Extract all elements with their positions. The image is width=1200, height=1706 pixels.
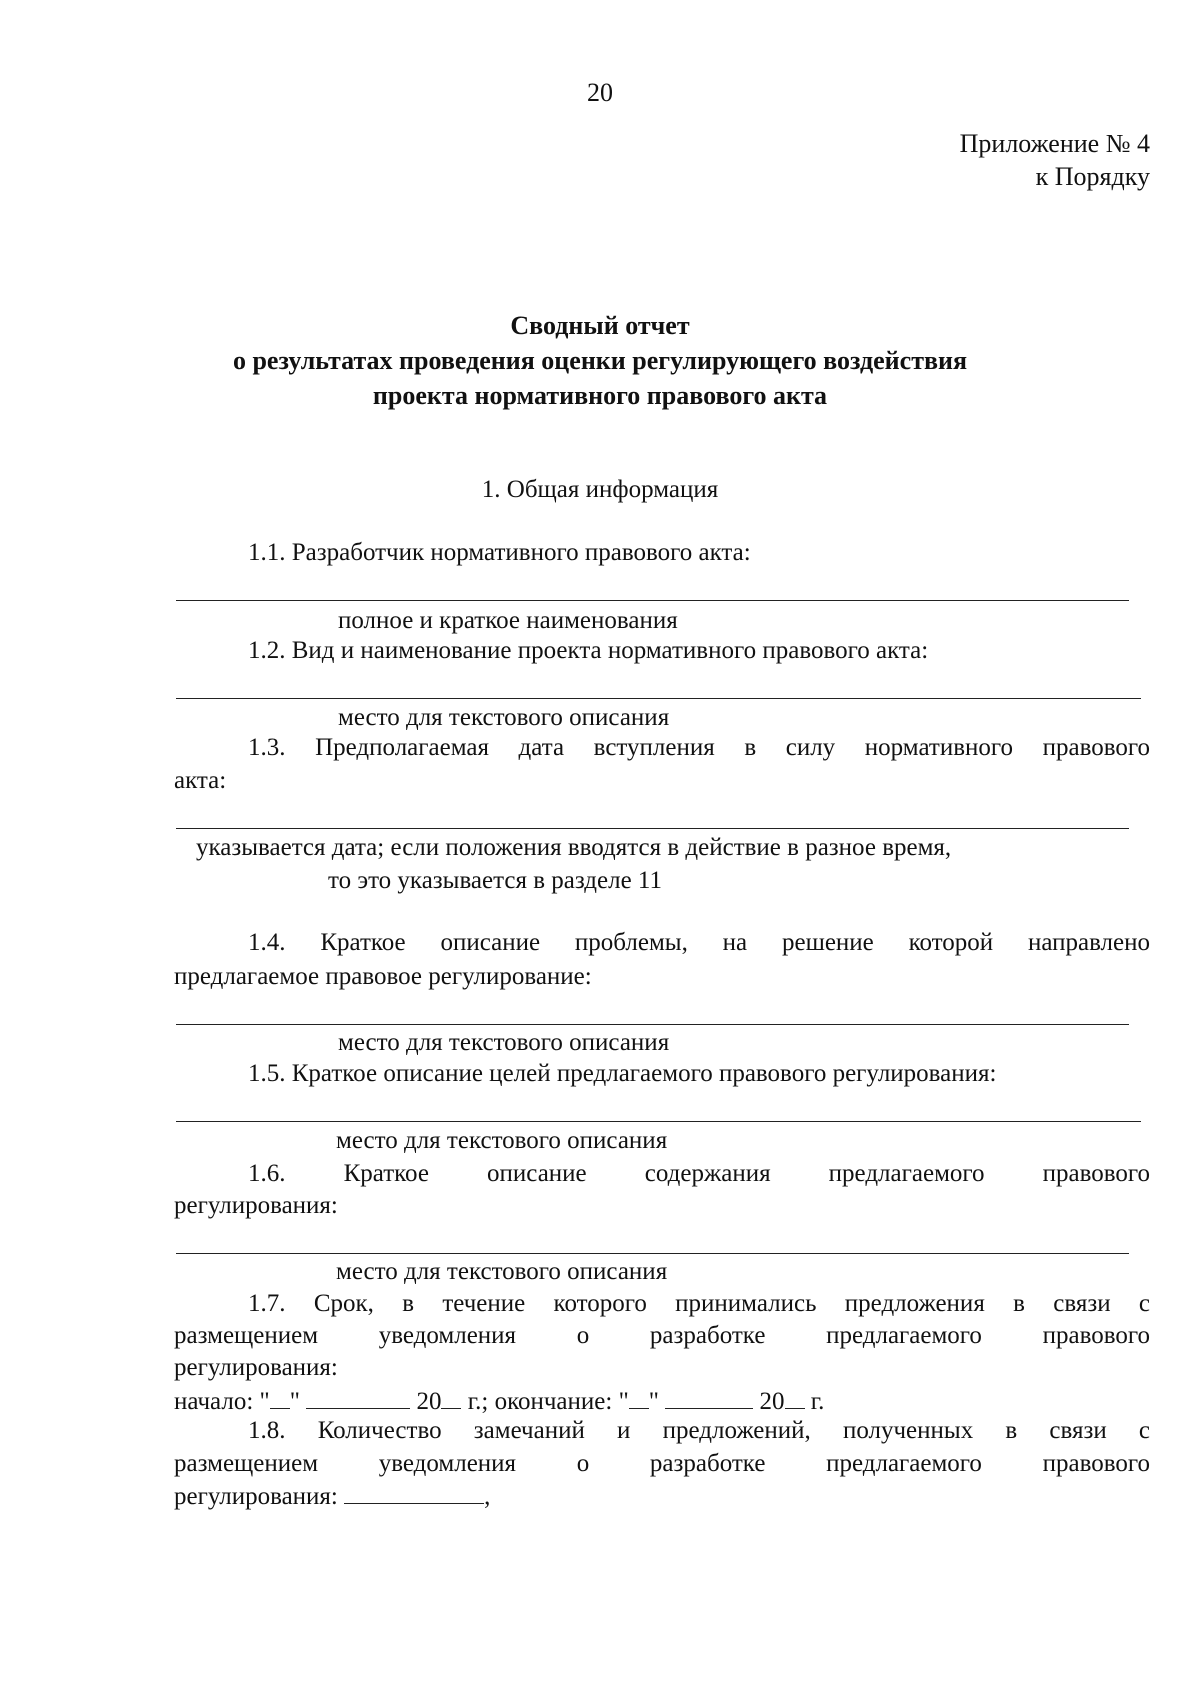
- item-1-7-period: [174, 1386, 824, 1417]
- document-title: Сводный отчет: [510, 311, 690, 340]
- item-1-4-line2: предлагаемое правовое регулирование:: [174, 963, 592, 990]
- end-month-blank: [665, 1386, 753, 1409]
- item-1-5-line: [176, 1121, 1141, 1122]
- start-year-blank: [441, 1386, 461, 1409]
- start-quote-close: ": [289, 1388, 300, 1415]
- page-number: 20: [587, 78, 613, 107]
- item-1-4-line1: 1.4. Краткое описание проблемы, на решение которой направлено: [248, 929, 1150, 956]
- item-1-6-caption: место для текстового описания: [336, 1258, 668, 1285]
- appendix-number: Приложение № 4: [959, 129, 1150, 158]
- end-label: г.; окончание: ": [461, 1388, 629, 1415]
- item-1-1-line: [176, 600, 1129, 601]
- item-1-2-text: 1.2. Вид и наименование проекта нормативного правового акта:: [248, 637, 929, 664]
- item-1-6-line2: регулирования:: [174, 1192, 338, 1219]
- document-subtitle-line2: проекта нормативного правового акта: [372, 381, 828, 410]
- section-heading: 1. Общая информация: [481, 476, 719, 503]
- end-year-prefix: 20: [759, 1388, 785, 1415]
- end-year-suffix: г.: [804, 1388, 825, 1415]
- start-label: начало: ": [174, 1388, 270, 1415]
- item-1-3-caption2: то это указывается в разделе 11: [328, 867, 662, 894]
- item-1-5-text: 1.5. Краткое описание целей предлагаемого правового регулирования:: [248, 1060, 997, 1087]
- item-1-6-line: [176, 1253, 1129, 1254]
- end-quote-close: ": [648, 1388, 659, 1415]
- item-1-3-line2: акта:: [174, 767, 227, 794]
- item-1-8-comma: ,: [484, 1483, 491, 1510]
- start-day-blank: [270, 1386, 290, 1409]
- item-1-2-caption: место для текстового описания: [338, 704, 670, 731]
- item-1-7-line2: размещением уведомления о разработке предлагаемого правового: [174, 1322, 1150, 1349]
- item-1-8-label: регулирования:: [174, 1483, 345, 1510]
- appendix-reference: к Порядку: [1035, 162, 1150, 191]
- end-day-blank: [629, 1386, 649, 1409]
- item-1-7-line3: регулирования:: [174, 1354, 338, 1381]
- end-year-blank: [785, 1386, 805, 1409]
- item-1-1-caption: полное и краткое наименования: [338, 607, 678, 634]
- item-1-4-caption: место для текстового описания: [338, 1029, 670, 1056]
- item-1-2-line: [176, 698, 1141, 699]
- item-1-8-line3: [174, 1481, 490, 1512]
- item-1-8-count-blank: [344, 1481, 484, 1504]
- item-1-7-line1: 1.7. Срок, в течение которого принимались предложения в связи с: [248, 1290, 1150, 1317]
- item-1-3-line1: 1.3. Предполагаемая дата вступления в силу нормативного правового: [248, 734, 1150, 761]
- item-1-3-caption1: указывается дата; если положения вводятся в действие в разное время,: [196, 834, 952, 861]
- document-subtitle-line1: о результатах проведения оценки регулирующего воздействия: [232, 346, 968, 375]
- item-1-6-line1: 1.6. Краткое описание содержания предлагаемого правового: [248, 1160, 1150, 1187]
- item-1-3-line: [176, 828, 1129, 829]
- start-month-blank: [306, 1386, 410, 1409]
- item-1-8-line1: 1.8. Количество замечаний и предложений, полученных в связи с: [248, 1417, 1150, 1444]
- start-year-prefix: 20: [416, 1388, 442, 1415]
- item-1-1-text: 1.1. Разработчик нормативного правового акта:: [248, 539, 751, 566]
- item-1-8-line2: размещением уведомления о разработке предлагаемого правового: [174, 1450, 1150, 1477]
- item-1-5-caption: место для текстового описания: [336, 1127, 668, 1154]
- item-1-4-line: [176, 1024, 1129, 1025]
